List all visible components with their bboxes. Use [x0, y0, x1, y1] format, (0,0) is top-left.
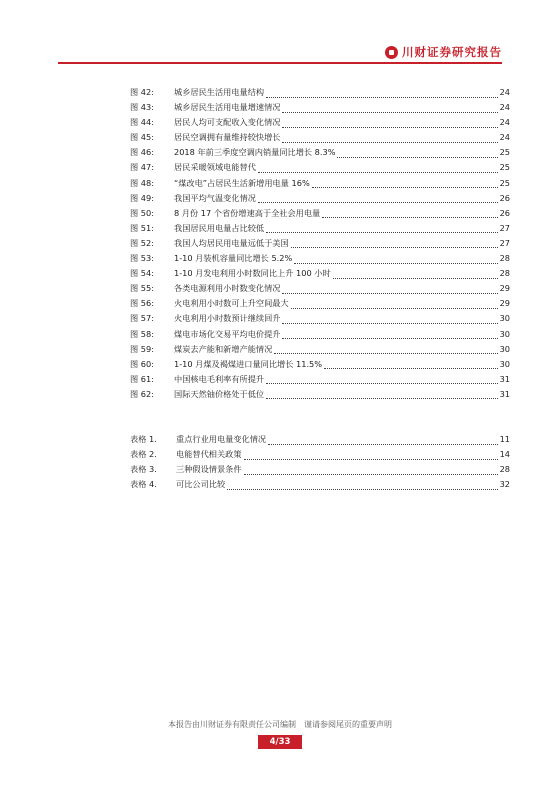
entry-label: 图 43:	[130, 102, 154, 113]
figure-entry[interactable]	[130, 342, 510, 357]
figure-entry[interactable]	[130, 296, 510, 311]
entry-label: 图 60:	[130, 358, 154, 369]
figure-entry[interactable]	[130, 160, 510, 175]
entry-label: 表格 1.	[130, 434, 157, 444]
entry-title: 三种假设情景条件	[176, 464, 242, 475]
entry-title: 1-10 月装机容量同比增长 5.2%	[174, 253, 293, 264]
dot-leader	[333, 278, 498, 279]
entry-page: 30	[499, 313, 510, 324]
entry-label: 图 59:	[130, 343, 154, 354]
brand-title: 川财证券研究报告	[402, 45, 502, 59]
dot-leader	[282, 293, 498, 294]
entry-title: 火电利用小时数预计继续回升	[174, 313, 281, 324]
dot-leader	[266, 398, 498, 399]
figure-entry[interactable]	[130, 176, 510, 191]
figure-entry[interactable]	[130, 206, 510, 221]
entry-page: 11	[499, 434, 510, 444]
figure-list	[130, 85, 510, 402]
dot-leader	[282, 127, 498, 128]
dot-leader	[337, 157, 498, 158]
dot-leader	[294, 263, 498, 264]
entry-label: 图 44:	[130, 117, 154, 128]
table-entry[interactable]	[130, 447, 510, 462]
entry-label: 表格 4.	[130, 479, 157, 490]
entry-title: 电能替代相关政策	[176, 449, 242, 460]
entry-page: 31	[499, 373, 510, 384]
entry-label: 表格 3.	[130, 464, 157, 475]
figure-entry[interactable]	[130, 145, 510, 160]
dot-leader	[244, 459, 498, 460]
dot-leader	[258, 172, 498, 173]
entry-label: 图 57:	[130, 313, 154, 324]
entry-title: 居民人均可支配收入变化情况	[174, 117, 281, 128]
entry-label: 图 52:	[130, 237, 154, 248]
entry-page: 29	[499, 298, 510, 309]
entry-title: 火电利用小时数可上升空间最大	[174, 298, 289, 309]
entry-title: 8 月份 17 个省份增速高于全社会用电量	[174, 207, 321, 218]
chuancai-logo-icon	[385, 46, 398, 59]
entry-page: 25	[499, 147, 510, 158]
entry-title: 各类电源利用小时数变化情况	[174, 283, 281, 294]
entry-page: 31	[499, 388, 510, 399]
entry-page: 30	[499, 358, 510, 369]
footer-disclaimer: 本报告由川财证券有限责任公司编制 谨请参阅尾页的重要声明	[168, 720, 392, 729]
entry-label: 图 45:	[130, 132, 154, 143]
table-entry[interactable]	[130, 462, 510, 477]
dot-leader	[266, 383, 498, 384]
entry-page: 26	[499, 207, 510, 218]
entry-page: 24	[499, 132, 510, 143]
entry-title: 煤电市场化交易平均电价提升	[174, 328, 281, 339]
entry-page: 28	[499, 268, 510, 279]
entry-page: 30	[499, 328, 510, 339]
entry-page: 29	[499, 283, 510, 294]
entry-title: 重点行业用电量变化情况	[176, 434, 267, 444]
header-rule	[58, 62, 502, 64]
dot-leader	[268, 444, 498, 445]
entry-page: 28	[499, 253, 510, 264]
figure-entry[interactable]	[130, 85, 510, 100]
entry-page: 30	[499, 343, 510, 354]
page-header	[0, 0, 560, 74]
entry-page: 24	[499, 87, 510, 97]
dot-leader	[282, 323, 498, 324]
entry-label: 图 55:	[130, 283, 154, 294]
table-list	[130, 432, 510, 492]
entry-title: 城乡居民生活用电量增速情况	[174, 102, 281, 113]
figure-entry[interactable]	[130, 311, 510, 326]
figure-entry[interactable]	[130, 221, 510, 236]
entry-page: 25	[499, 177, 510, 188]
entry-label: 图 50:	[130, 207, 154, 218]
dot-leader	[312, 187, 498, 188]
entry-label: 图 42:	[130, 87, 154, 97]
entry-page: 25	[499, 162, 510, 173]
entry-page: 14	[499, 449, 510, 460]
dot-leader	[266, 97, 498, 98]
page-number: 4/33	[258, 735, 302, 749]
entry-page: 27	[499, 237, 510, 248]
entry-page: 24	[499, 102, 510, 113]
dot-leader	[282, 338, 498, 339]
dot-leader	[258, 202, 498, 203]
entry-label: 图 49:	[130, 192, 154, 203]
entry-label: 图 53:	[130, 253, 154, 264]
entry-title: 居民空调拥有量维持较快增长	[174, 132, 281, 143]
entry-title: 我国平均气温变化情况	[174, 192, 256, 203]
figure-entry[interactable]	[130, 266, 510, 281]
dot-leader	[322, 217, 498, 218]
dot-leader	[291, 308, 498, 309]
entry-label: 图 54:	[130, 268, 154, 279]
entry-page: 32	[499, 479, 510, 490]
entry-label: 图 48:	[130, 177, 154, 188]
dot-leader	[282, 112, 498, 113]
figure-entry[interactable]	[130, 387, 510, 402]
brand-logo	[385, 44, 502, 60]
figure-entry[interactable]	[130, 357, 510, 372]
figure-entry[interactable]	[130, 327, 510, 342]
dot-leader	[291, 247, 498, 248]
dot-leader	[266, 232, 498, 233]
figure-entry[interactable]	[130, 191, 510, 206]
entry-title: 居民采暖领域电能替代	[174, 162, 256, 173]
figure-entry[interactable]	[130, 281, 510, 296]
figure-entry[interactable]	[130, 130, 510, 145]
entry-page: 24	[499, 117, 510, 128]
dot-leader	[324, 368, 498, 369]
entry-title: 城乡居民生活用电量结构	[174, 87, 265, 97]
entry-label: 图 62:	[130, 388, 154, 399]
entry-label: 表格 2.	[130, 449, 157, 460]
entry-label: 图 46:	[130, 147, 154, 158]
dot-leader	[282, 142, 498, 143]
dot-leader	[244, 474, 498, 475]
table-entry[interactable]	[130, 477, 510, 492]
entry-title: 煤炭去产能和新增产能情况	[174, 343, 273, 354]
entry-page: 26	[499, 192, 510, 203]
figure-entry[interactable]	[130, 115, 510, 130]
entry-title: 我国居民用电量占比较低	[174, 222, 265, 233]
entry-title: 可比公司比较	[176, 479, 226, 490]
entry-label: 图 58:	[130, 328, 154, 339]
dot-leader	[274, 353, 498, 354]
entry-title: 1-10 月发电利用小时数同比上升 100 小时	[174, 268, 331, 279]
figure-entry[interactable]	[130, 100, 510, 115]
entry-page: 28	[499, 464, 510, 475]
entry-title: 国际天然铀价格处于低位	[174, 388, 265, 399]
entry-title: “煤改电”占居民生活新增用电量 16%	[174, 177, 310, 188]
dot-leader	[227, 489, 498, 490]
table-entry[interactable]	[130, 432, 510, 447]
figure-entry[interactable]	[130, 372, 510, 387]
entry-label: 图 51:	[130, 222, 154, 233]
entry-page: 27	[499, 222, 510, 233]
entry-title: 2018 年前三季度空调内销量同比增长 8.3%	[174, 147, 336, 158]
entry-title: 中国核电毛利率有所提升	[174, 373, 265, 384]
figure-entry[interactable]	[130, 251, 510, 266]
entry-label: 图 56:	[130, 298, 154, 309]
entry-title: 1-10 月煤及褐煤进口量同比增长 11.5%	[174, 358, 323, 369]
entry-title: 我国人均居民用电量远低于美国	[174, 237, 289, 248]
entry-label: 图 61:	[130, 373, 154, 384]
figure-entry[interactable]	[130, 236, 510, 251]
entry-label: 图 47:	[130, 162, 154, 173]
